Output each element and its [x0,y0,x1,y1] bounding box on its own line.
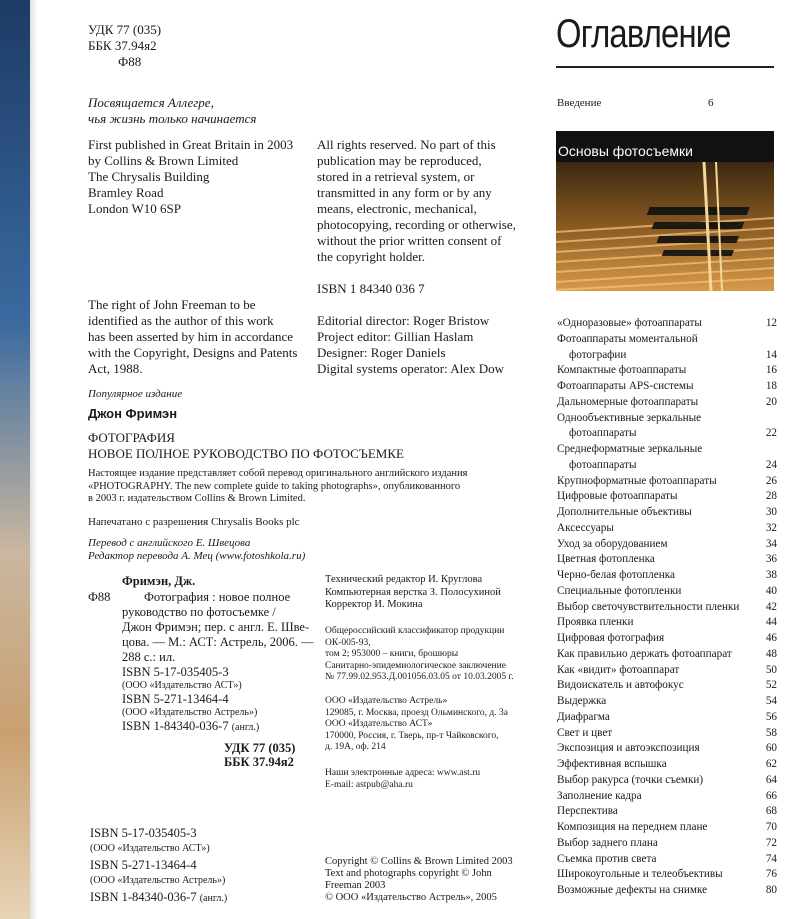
editor-line: Project editor: Gillian Haslam [317,329,474,344]
toc-entry[interactable] [557,866,777,882]
catalog-isbn: ISBN 5-271-13464-4 [122,692,229,706]
toc-entry[interactable] [557,347,777,363]
popular-edition: Популярное издание [88,388,183,400]
toc-entry-label: фотоаппараты [569,427,637,440]
copyright-line: Copyright © Collins & Brown Limited 2003 [325,856,513,867]
bottom-isbn: ISBN 1-84340-036-7 [90,890,197,904]
classifier-line: № 77.99.02.953.Д.001056.03.05 от 10.03.2005 г. [325,672,514,682]
toc-entry-page: 38 [765,569,777,581]
translation-editor-line: Редактор перевода А. Мец (www.fotoshkola.ru) [88,550,306,562]
toc-entry-page: 16 [765,364,777,377]
translation-note [88,468,467,506]
toc-entry[interactable] [557,488,777,504]
catalog-code: Ф88 [88,590,111,604]
editors-block [317,313,504,377]
page-edge-shadow [0,0,30,919]
copyright-block [325,856,513,904]
toc-entry[interactable] [557,551,777,567]
publisher-line: London W10 6SP [88,201,181,216]
toc-entry-label: Как правильно держать фотоаппарат [557,647,732,660]
toc-entry-label: фотоаппараты [569,458,637,471]
publisher-ru-line: д. 19А, оф. 214 [325,742,386,752]
publisher-line: The Chrysalis Building [88,169,210,184]
toc-entry-page: 72 [765,836,777,849]
catalog-line: цова. — М.: АСТ: Астрель, 2006. — [122,635,314,649]
toc-entry-page: 36 [765,553,777,566]
toc-entry-label: Свет и цвет [557,726,613,739]
toc-entry-page: 46 [765,632,777,644]
author-rights-line: identified as the author of this work [88,313,274,328]
toc-entry-page: 48 [765,647,777,660]
catalog-udk: УДК 77 (035) [224,741,296,755]
toc-entry[interactable] [557,473,777,489]
toc-entry[interactable] [557,851,777,867]
toc-entry-page: 28 [765,490,777,503]
toc-entry[interactable] [557,394,777,410]
toc-entry-page: 80 [765,884,777,896]
toc-title: Оглавление [556,12,731,56]
rights-line: without the prior written consent of [317,233,502,248]
author-rights-line: The right of John Freeman to be [88,297,256,312]
toc-entry[interactable] [557,315,777,331]
toc-entry-label: Дальномерные фотоаппараты [557,395,699,408]
publisher-block [88,137,293,217]
bbk-line: ББК 37.94я2 [88,38,157,53]
translation-note-line: Настоящее издание представляет собой перевод оригинального английского издания [88,468,468,479]
publisher-ru-line: ООО «Издательство АСТ» [325,719,433,729]
book-title [88,430,404,462]
copyright-line: Freeman 2003 [325,880,386,891]
rights-line: All rights reserved. No part of this [317,137,496,152]
toc-entry-label: Однообъективные зеркальные [557,411,702,424]
toc-entry[interactable] [557,756,777,772]
author-code: Ф88 [118,54,142,69]
translator-line: Перевод с английского Е. Швецова [88,537,251,549]
toc-entry[interactable] [557,536,777,552]
classifier-line: Санитарно-эпидемиологическое заключение [325,660,506,671]
toc-entry-label: Фотоаппараты APS-системы [557,380,694,392]
classifier-line: ОК-005-93, [325,637,371,648]
toc-entry-page: 74 [765,852,777,865]
toc-entry[interactable] [557,583,777,599]
bottom-isbns [90,826,227,906]
toc-title-rule [556,66,774,68]
toc-entry-label: Цветная фотопленка [557,553,655,566]
publisher-line: by Collins & Brown Limited [88,153,239,168]
toc-entry-label: Эффективная вспышка [557,758,667,770]
toc-entry-page: 40 [765,584,777,597]
publisher-ru-line: ООО «Издательство Астрель» [325,696,448,706]
publisher-ru-line: 170000, Россия, г. Тверь, пр-т Чайковского, [325,730,499,741]
toc-entry-label: Среднеформатные зеркальные [557,443,703,455]
toc-entry[interactable] [557,520,777,536]
isbn-english: ISBN 1 84340 036 7 [317,281,425,296]
classifier-block [325,626,514,684]
catalog-line: 288 с.: ил. [122,650,176,664]
toc-entry[interactable] [557,882,777,898]
udk-line: УДК 77 (035) [88,22,162,37]
toc-entry-label: Заполнение кадра [557,789,642,802]
toc-entry[interactable] [557,772,777,788]
toc-entry-label: Уход за оборудованием [557,537,668,550]
toc-entry[interactable] [557,803,777,819]
dedication-line: Посвящается Аллегре, [88,95,214,110]
toc-entry[interactable] [557,835,777,851]
toc-entry[interactable] [557,410,777,426]
catalog-isbn-row [122,719,259,735]
toc-entry-label: Черно-белая фотопленка [557,569,675,581]
toc-entry-page: 42 [765,600,777,613]
author-name: Джон Фримэн [88,406,178,421]
toc-entry[interactable] [557,677,777,693]
bottom-isbn-publisher: (ООО «Издательство АСТ») [90,843,210,854]
toc-entry-page: 26 [765,474,777,487]
toc-entry-label: Выдержка [557,695,607,707]
toc-entry-label: Как «видит» фотоаппарат [557,663,680,676]
rights-line: photocopying, recording or otherwise, [317,217,516,232]
toc-entry[interactable] [557,425,777,441]
toc-entry-label: Цифровые фотоаппараты [557,490,678,503]
classifier-line: Общероссийский классификатор продукции [325,626,505,636]
toc-entry-label: Композиция на переднем плане [557,821,708,833]
toc-entry-page: 76 [765,868,777,881]
toc-intro-page: 6 [708,97,714,109]
toc-entry-page: 44 [765,616,777,629]
toc-entry-label: Специальные фотопленки [557,584,682,597]
toc-entry-label: фотографии [569,348,627,361]
toc-entry-page: 64 [765,773,777,786]
catalog-isbn-publisher: (ООО «Издательство Астрель») [122,707,258,718]
toc-entry-label: Выбор ракурса (точки съемки) [557,773,704,786]
catalog-isbns [122,665,259,735]
rights-line: the copyright holder. [317,249,425,264]
toc-entry-label: Выбор светочувствительности пленки [557,600,740,613]
banner-top-bar [556,131,774,140]
toc-entry[interactable] [557,740,777,756]
toc-entry-page: 54 [765,695,777,707]
toc-entry[interactable] [557,630,777,646]
tech-editor-block [325,574,501,612]
toc-entry-label: Видоискатель и автофокус [557,679,684,692]
dedication-line: чья жизнь только начинается [88,111,257,126]
toc-entry[interactable] [557,331,777,347]
toc-entry[interactable] [557,709,777,725]
email-line: E-mail: astpub@aha.ru [325,780,413,790]
translation-note-line: «PHOTOGRAPHY. The new complete guide to taking photographs», опубликованного [88,480,461,492]
toc-entry[interactable] [557,362,777,378]
udk-block [88,22,161,70]
rights-block [317,137,516,265]
toc-entry[interactable] [557,567,777,583]
toc-entry-page: 60 [765,742,777,755]
toc-entry-page: 12 [765,317,777,329]
toc-entry-page: 32 [765,521,777,534]
toc-entry[interactable] [557,504,777,520]
catalog-classification [224,741,295,769]
toc-entry-label: Аксессуары [557,521,614,534]
toc-entry-page: 24 [765,458,777,471]
catalog-isbn-publisher: (ООО «Издательство АСТ») [122,680,242,691]
editor-line: Designer: Roger Daniels [317,345,446,360]
toc-entry-page: 14 [765,348,777,361]
catalog-isbn: ISBN 1-84340-036-7 [122,719,229,733]
toc-intro-label: Введение [557,97,602,109]
toc-entry-label: Цифровая фотография [557,632,665,644]
toc-entry[interactable] [557,614,777,630]
author-rights-line: Act, 1988. [88,361,143,376]
toc-entry[interactable] [557,725,777,741]
bottom-isbn: ISBN 5-271-13464-4 [90,858,197,872]
book-title-line: ФОТОГРАФИЯ [88,430,175,445]
editor-line: Digital systems operator: Alex Dow [317,361,505,376]
catalog-isbn: ISBN 5-17-035405-3 [122,665,229,679]
proofreader-line: Корректор И. Мокина [325,599,423,610]
toc-entry[interactable] [557,662,777,678]
toc-entry-label: Компактные фотоаппараты [557,364,687,377]
toc-entry-label: Крупноформатные фотоаппараты [557,474,717,487]
publishers-ru-block [325,696,508,754]
book-subtitle-line: НОВОЕ ПОЛНОЕ РУКОВОДСТВО ПО ФОТОСЪЕМКЕ [88,446,404,461]
toc-entry-page: 20 [765,395,777,408]
toc-entry-page: 50 [765,663,777,676]
emails-block [325,767,480,791]
printed-permission: Напечатано с разрешения Chrysalis Books plc [88,516,300,528]
author-rights-block [88,297,297,377]
translators [88,537,305,563]
toc-entry[interactable] [557,457,777,473]
catalog-isbn-publisher: (англ.) [231,722,260,733]
publisher-line: First published in Great Britain in 2003 [88,137,294,152]
toc-entry-page: 34 [765,537,777,550]
toc-entry-label: Перспектива [557,805,618,818]
copyright-line: Text and photographs copyright © John [325,868,492,879]
editor-line: Editorial director: Roger Bristow [317,313,490,328]
bottom-isbn: ISBN 5-17-035405-3 [90,826,197,840]
bottom-isbn-row [90,890,227,906]
dedication [88,95,256,127]
author-rights-line: with the Copyright, Designs and Patents [88,345,298,360]
section-banner [556,131,774,291]
toc-entry-label: Съемка против света [557,852,657,865]
toc-entry[interactable] [557,378,777,394]
toc-entry[interactable] [557,819,777,835]
bottom-isbn-publisher: (ООО «Издательство Астрель») [90,875,226,886]
layout-line: Компьютерная верстка З. Полосухиной [325,586,501,598]
catalog-line: Фотография : новое полное [144,590,291,604]
toc-entry-label: Дополнительные объективы [557,506,692,518]
publisher-ru-line: 129085, г. Москва, проезд Ольминского, д. 3а [325,707,508,718]
toc-entry-label: Диафрагма [557,710,610,723]
toc-entry-label: «Одноразовые» фотоаппараты [557,317,702,329]
catalog-line: Джон Фримэн; пер. с англ. Е. Шве- [122,620,310,634]
catalog-heading: Фримэн, Дж. [122,574,196,588]
catalog-description [122,590,314,665]
toc-entry-label: Широкоугольные и телеобъективы [557,868,723,881]
website-line: Наши электронные адреса: www.ast.ru [325,768,481,778]
page-gutter-shadow [30,0,38,919]
toc-entry-page: 58 [765,726,777,739]
toc-entry-page: 66 [765,789,777,802]
translation-note-line: в 2003 г. издательством Collins & Brown Limited. [88,493,306,504]
bottom-isbn-publisher: (англ.) [199,893,228,904]
toc-entry-page: 30 [765,506,777,518]
toc-entry[interactable] [557,646,777,662]
rights-line: publication may be reproduced, [317,153,482,168]
rights-line: transmitted in any form or by any [317,185,492,200]
toc-entry-page: 52 [765,679,777,692]
tech-editor-line: Технический редактор И. Круглова [325,574,483,585]
copyright-line: © ООО «Издательство Астрель», 2005 [325,892,497,903]
rights-line: means, electronic, mechanical, [317,201,477,216]
toc-entry-label: Возможные дефекты на снимке [557,884,708,896]
classifier-line: том 2; 953000 – книги, брошюры [325,649,459,659]
toc-entry[interactable] [557,599,777,615]
toc-entry-page: 62 [765,758,777,770]
toc-entry[interactable] [557,693,777,709]
toc-entry-page: 70 [765,821,777,833]
author-rights-line: has been asserted by him in accordance [88,329,294,344]
toc-entry-page: 18 [765,380,777,392]
toc-entry-page: 68 [765,805,777,818]
toc-entry-page: 56 [765,710,777,723]
toc-entry-page: 22 [765,427,777,440]
section-title: Основы фотосъемки [556,140,774,162]
toc-entry[interactable] [557,788,777,804]
rights-line: stored in a retrieval system, or [317,169,475,184]
catalog-line: руководство по фотосъемке / [122,605,276,619]
toc-entry-label: Проявка пленки [557,616,634,629]
toc-entry-label: Фотоаппараты моментальной [557,332,698,345]
publisher-line: Bramley Road [88,185,164,200]
toc-entry-label: Выбор заднего плана [557,836,658,849]
toc-entry-label: Экспозиция и автоэкспозиция [557,742,700,755]
section-photo [556,162,774,291]
toc-entry[interactable] [557,441,777,457]
catalog-bbk: ББК 37.94я2 [224,755,294,769]
